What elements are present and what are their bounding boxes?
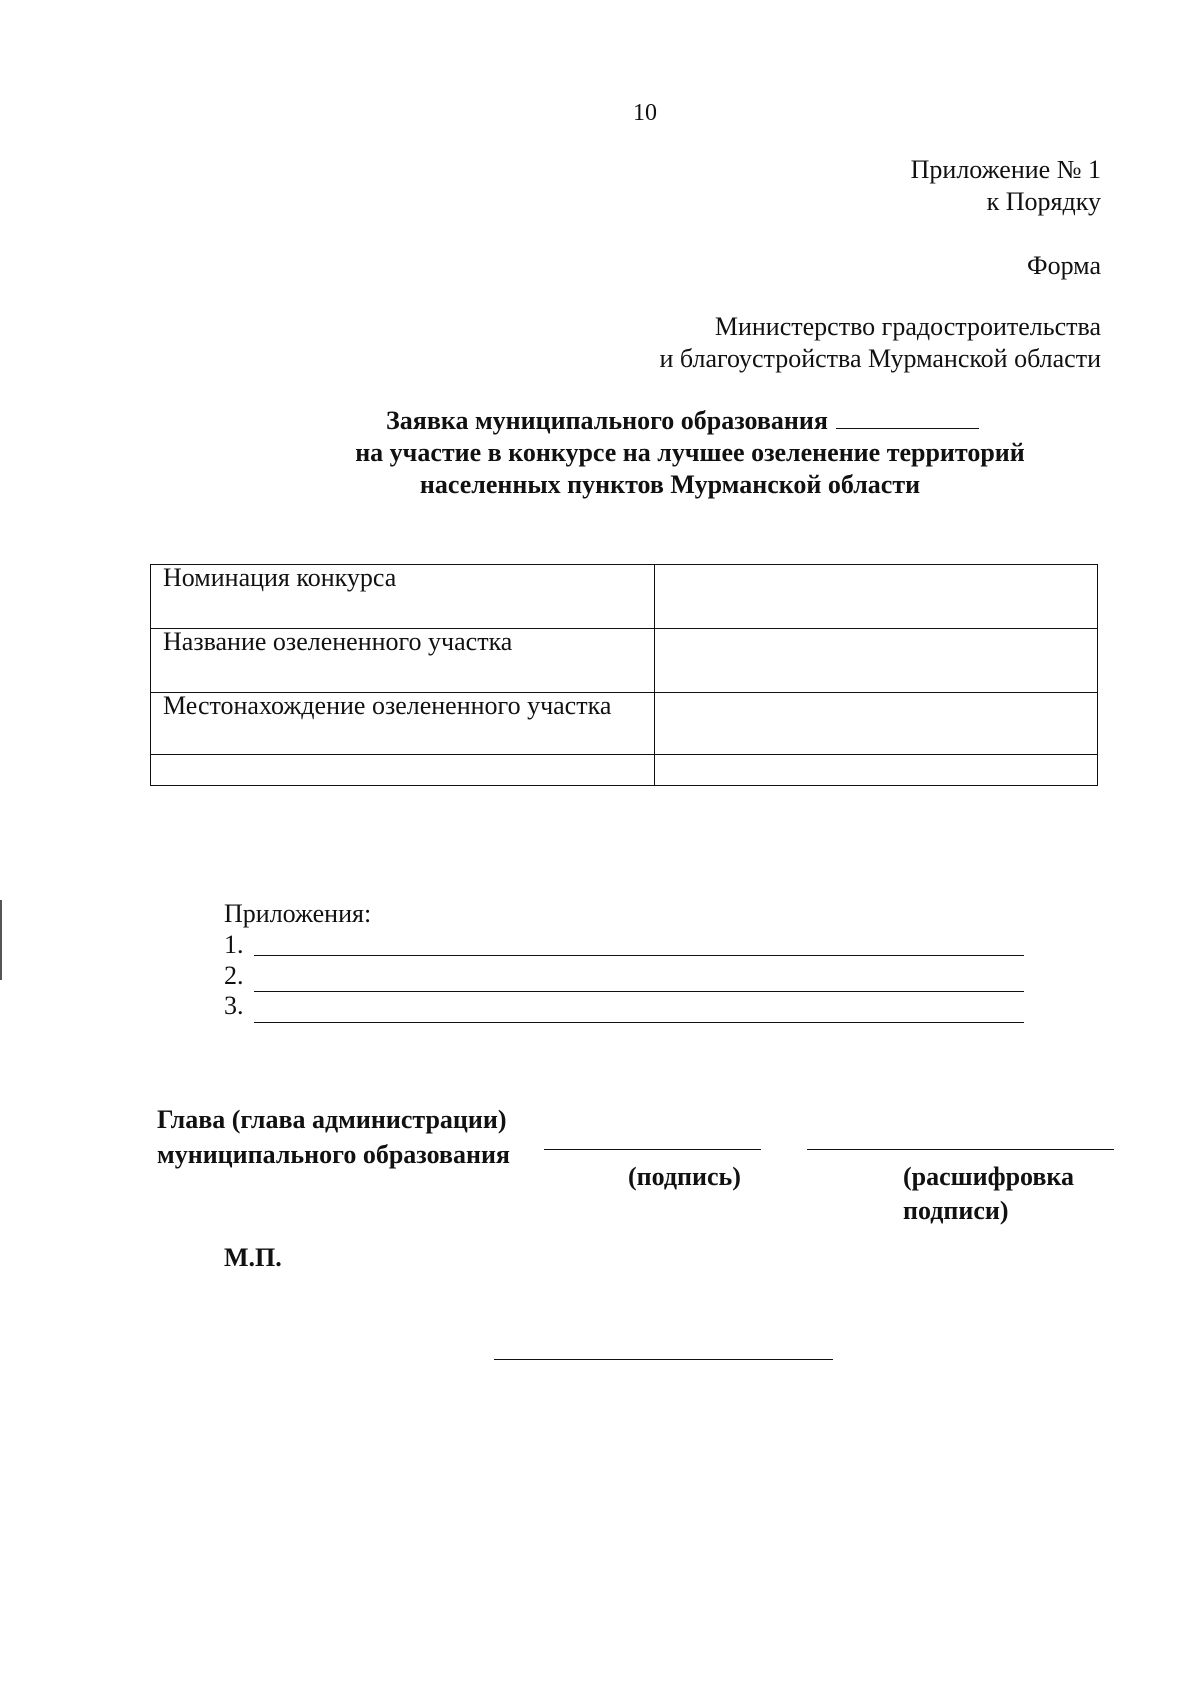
attachment-item-1: 1.	[224, 930, 244, 959]
municipality-blank[interactable]	[836, 406, 979, 429]
table-row	[151, 755, 1098, 786]
title-line-1	[0, 405, 1200, 437]
decode-caption-line-1: (расшифровка	[903, 1162, 1075, 1191]
addressee	[659, 311, 1101, 375]
site-name-value-cell[interactable]	[655, 629, 1098, 693]
signature-line[interactable]	[544, 1149, 761, 1150]
page-number: 10	[633, 100, 657, 126]
title-line-3: населенных пунктов Мурманской области	[419, 470, 921, 499]
title-line-1-text: Заявка муниципального образования	[386, 406, 828, 435]
attachment-line-1[interactable]	[254, 955, 1024, 956]
end-of-document-rule	[494, 1359, 833, 1360]
addressee-line-1: Министерство градостроительства	[714, 312, 1101, 341]
row-label-site-name: Название озелененного участка	[163, 627, 513, 656]
site-location-value-cell[interactable]	[655, 693, 1098, 755]
table-row	[151, 693, 1098, 755]
scan-margin-mark	[0, 900, 2, 980]
empty-value-cell[interactable]	[655, 755, 1098, 786]
signer-line-2: муниципального образования	[157, 1140, 510, 1169]
signature-decode-caption	[903, 1160, 1074, 1228]
attachment-item-2: 2.	[224, 961, 244, 990]
table-row	[151, 565, 1098, 629]
table-row	[151, 629, 1098, 693]
attachment-line-3[interactable]	[254, 1022, 1024, 1023]
signer-line-1: Глава (глава администрации)	[157, 1105, 507, 1134]
addressee-line-2: и благоустройства Мурманской области	[659, 344, 1101, 373]
appendix-line-2: к Порядку	[986, 187, 1101, 216]
title-line-2: на участие в конкурсе на лучшее озеленение территорий	[355, 438, 1025, 467]
appendix-reference	[911, 154, 1101, 218]
stamp-place: М.П.	[224, 1243, 282, 1272]
document-title	[0, 405, 1200, 437]
table-label-cell	[151, 693, 655, 755]
attachment-line-2[interactable]	[254, 991, 1024, 992]
row-label-site-location: Местонахождение озелененного участка	[163, 691, 612, 720]
empty-label-cell[interactable]	[151, 755, 655, 786]
application-table	[150, 564, 1098, 786]
form-label: Форма	[1027, 251, 1101, 280]
table-label-cell	[151, 565, 655, 629]
row-label-nomination: Номинация конкурса	[163, 563, 397, 592]
appendix-line-1: Приложение № 1	[910, 155, 1101, 184]
nomination-value-cell[interactable]	[655, 565, 1098, 629]
signature-caption: (подпись)	[628, 1162, 741, 1191]
signer-title	[157, 1102, 510, 1172]
decode-caption-line-2: подписи)	[903, 1196, 1009, 1225]
attachment-item-3: 3.	[224, 991, 244, 1020]
signature-decode-line[interactable]	[807, 1149, 1114, 1150]
table-label-cell	[151, 629, 655, 693]
attachments-heading: Приложения:	[224, 899, 372, 928]
